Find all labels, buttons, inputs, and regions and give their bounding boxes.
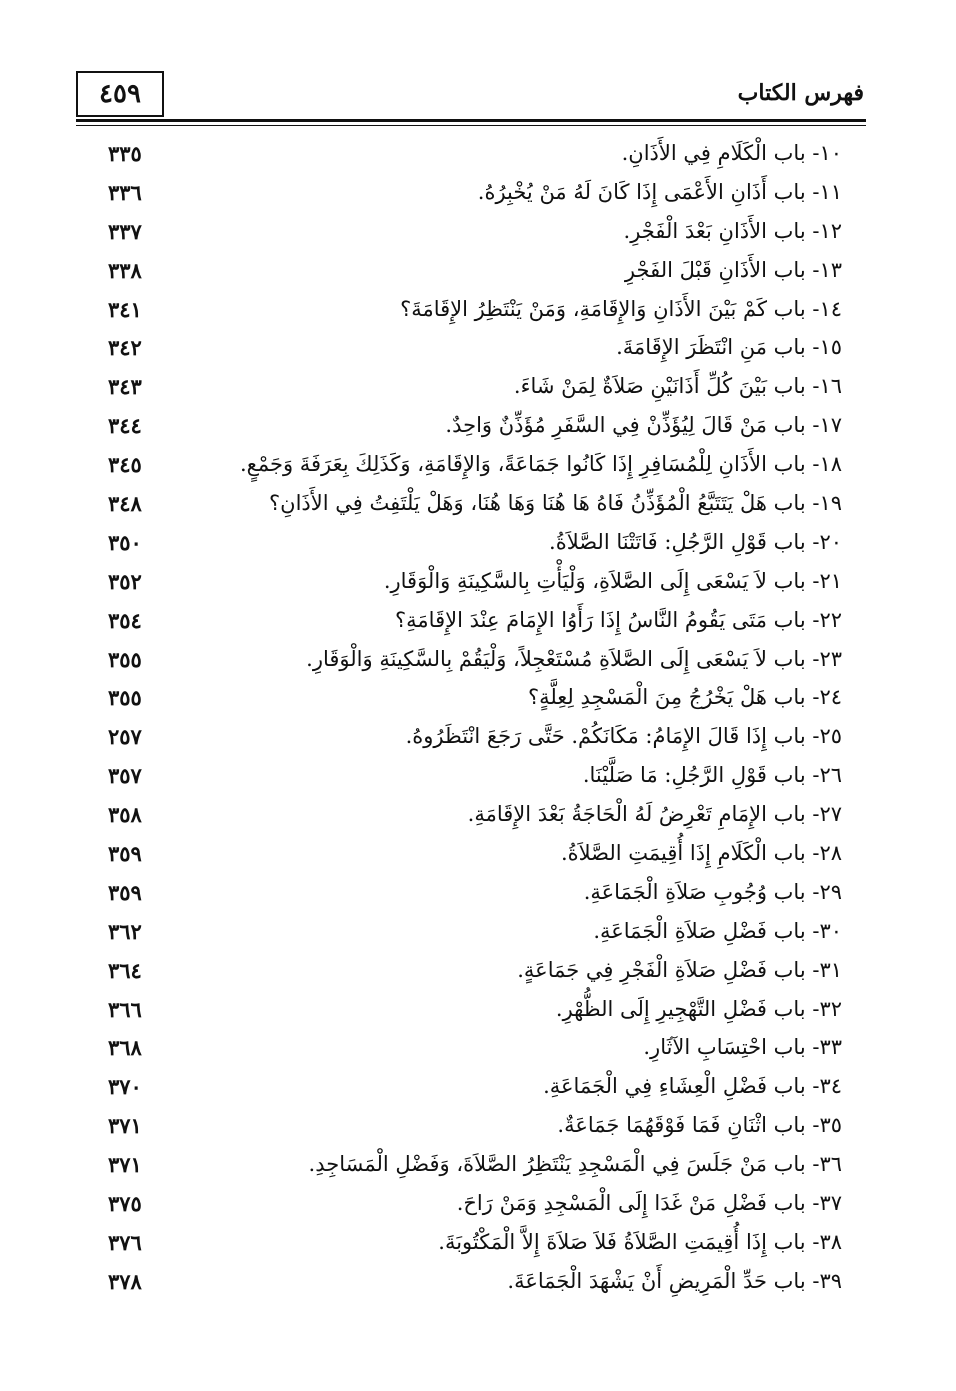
toc-entry-page: ٣٥٤ bbox=[108, 607, 142, 633]
toc-entry-page: ٣٥٩ bbox=[108, 879, 142, 905]
toc-entry-title: ١٩- باب هَلْ يَتَتَبَّعُ الْمُؤَذِّنُ فَاهُ هَا هُنَا وَهَا هُنَا، وَهَلْ يَلْتَفِتُ فِي الأَذَانِ؟ bbox=[269, 491, 842, 516]
page-header bbox=[76, 68, 866, 124]
toc-entry-title: ٣٧- باب فَضْلِ مَنْ غَدَا إِلَى الْمَسْجِدِ وَمَنْ رَاحَ. bbox=[456, 1191, 842, 1216]
toc-entry-title: ٣٩- باب حَدِّ الْمَرِيضِ أَنْ يَشْهَدَ الْجَمَاعَةَ. bbox=[507, 1268, 842, 1293]
toc-entry bbox=[60, 755, 850, 794]
toc-entry bbox=[60, 600, 850, 639]
toc-entry bbox=[60, 444, 850, 483]
toc-entry-page: ٣٥٩ bbox=[108, 841, 142, 867]
toc-entry bbox=[60, 405, 850, 444]
toc-entry bbox=[60, 1261, 850, 1300]
toc-entry bbox=[60, 133, 850, 172]
toc-entry-title: ٢٨- باب الْكَلَامِ إِذَا أُقِيمَتِ الصَّلاَةُ. bbox=[560, 841, 842, 866]
toc-entry-page: ٣٧٨ bbox=[108, 1268, 142, 1294]
toc-entry-page: ٣٤١ bbox=[108, 296, 142, 322]
toc-entry-title: ٣٥- باب اثْنَانِ فَمَا فَوْقَهُمَا جَمَاعَةٌ. bbox=[557, 1113, 842, 1138]
toc-entry bbox=[60, 172, 850, 211]
toc-entry bbox=[60, 716, 850, 755]
toc-entry-title: ٢٦- باب قَوْلِ الرَّجُلِ: مَا صَلَّيْنَا. bbox=[582, 763, 842, 788]
toc-entry bbox=[60, 211, 850, 250]
toc-entry bbox=[60, 911, 850, 950]
toc-entry-title: ١٧- باب مَنْ قَالَ لِيُؤَذِّنْ فِي السَّفَرِ مُؤَذِّنٌ وَاحِدٌ. bbox=[445, 413, 842, 438]
running-title: فهرس الكتاب bbox=[737, 80, 864, 106]
toc-entry-page: ٣٣٨ bbox=[108, 257, 142, 283]
toc-entry-title: ٢٣- باب لاَ يَسْعَى إِلَى الصَّلاَةِ مُسْتَعْجِلاً، وَلْيَقُمْ بِالسَّكِينَةِ وَالْوَقَارِ. bbox=[306, 646, 842, 671]
toc-entry bbox=[60, 250, 850, 289]
toc-entry bbox=[60, 950, 850, 989]
toc-entry-page: ٣٣٥ bbox=[108, 141, 142, 166]
header-rule-thick bbox=[76, 119, 866, 122]
page-number-box bbox=[76, 71, 164, 117]
toc-entry bbox=[60, 833, 850, 872]
toc-entry bbox=[60, 327, 850, 366]
toc-entry-title: ١٥- باب مَنِ انْتَظَرَ الإِقَامَةَ. bbox=[616, 335, 842, 360]
toc-entry bbox=[60, 561, 850, 600]
toc-entry-page: ٣٣٧ bbox=[108, 218, 142, 244]
toc-entry bbox=[60, 1222, 850, 1261]
toc-entry-page: ٣٤٥ bbox=[108, 452, 142, 478]
toc-entry bbox=[60, 1027, 850, 1066]
toc-entry bbox=[60, 639, 850, 678]
toc-entry-page: ٣٦٤ bbox=[108, 957, 142, 983]
toc-entry-title: ٢٥- باب إِذَا قَالَ الإِمَامُ: مَكَانَكُمْ. حَتَّى رَجَعَ انْتَظَرُوهُ. bbox=[405, 724, 842, 749]
toc-entry-page: ٣٤٤ bbox=[108, 413, 142, 439]
toc-entry-title: ٢٧- باب الإِمَامِ تَعْرِضُ لَهُ الْحَاجَةُ بَعْدَ الإِقَامَةِ. bbox=[467, 802, 842, 827]
toc-entry-title: ١٠- باب الْكَلَامِ فِي الأَذَانِ. bbox=[621, 141, 842, 165]
toc-entry bbox=[60, 989, 850, 1028]
toc-entry-page: ٣٧٥ bbox=[108, 1191, 142, 1217]
toc-entry-page: ٣٧١ bbox=[108, 1113, 142, 1139]
toc-entry-page: ٣٦٢ bbox=[108, 918, 142, 944]
toc-entry-title: ٣٨- باب إِذَا أُقِيمَتِ الصَّلاَةُ فَلاَ صَلاَةَ إِلاَّ الْمَكْتُوبَةَ. bbox=[438, 1229, 842, 1254]
header-rule-thin bbox=[76, 125, 866, 126]
table-of-contents bbox=[60, 133, 850, 1300]
toc-entry bbox=[60, 289, 850, 328]
toc-entry-title: ٣٣- باب احْتِسَابِ الآثَارِ. bbox=[643, 1035, 842, 1060]
toc-entry-title: ٣٠- باب فَضْلِ صَلاَةِ الْجَمَاعَةِ. bbox=[593, 918, 842, 943]
toc-entry-page: ٣٥٥ bbox=[108, 685, 142, 711]
toc-entry-page: ٣٦٦ bbox=[108, 996, 142, 1022]
toc-entry-title: ١٨- باب الأَذَانِ لِلْمُسَافِرِ إِذَا كَانُوا جَمَاعَةً، وَالإِقَامَةِ، وَكَذَلِكَ بِعَرَفَةَ وَجَمْعٍ. bbox=[239, 452, 842, 477]
toc-entry-page: ٣٣٦ bbox=[108, 179, 142, 205]
toc-entry bbox=[60, 522, 850, 561]
page-number: ٤٥٩ bbox=[99, 79, 141, 109]
toc-entry bbox=[60, 1144, 850, 1183]
toc-entry-title: ١٢- باب الأَذَانِ بَعْدَ الْفَجْرِ. bbox=[623, 218, 842, 243]
toc-entry bbox=[60, 366, 850, 405]
toc-entry-page: ٣٥٠ bbox=[108, 529, 142, 555]
toc-entry-title: ٢٩- باب وُجُوبِ صَلاَةِ الْجَمَاعَةِ. bbox=[583, 879, 842, 904]
toc-entry bbox=[60, 794, 850, 833]
toc-entry-title: ٣٢- باب فَضْلِ التَّهْجِيرِ إِلَى الظُّهْرِ. bbox=[555, 996, 842, 1021]
toc-entry-page: ٣٧٦ bbox=[108, 1229, 142, 1255]
toc-entry-page: ٣٧٠ bbox=[108, 1074, 142, 1100]
toc-entry-title: ٢٢- باب مَتَى يَقُومُ النَّاسُ إِذَا رَأَوُا الإِمَامَ عِنْدَ الإِقَامَةِ؟ bbox=[395, 607, 842, 632]
toc-entry-page: ٣٧١ bbox=[108, 1152, 142, 1178]
toc-entry-title: ١١- باب أَذَانِ الأَعْمَى إِذَا كَانَ لَهُ مَنْ يُخْبِرُهُ. bbox=[477, 179, 842, 204]
toc-entry-page: ٣٦٨ bbox=[108, 1035, 142, 1061]
toc-entry bbox=[60, 1066, 850, 1105]
toc-entry-title: ٢١- باب لاَ يَسْعَى إِلَى الصَّلاَةِ، وَلْيَأْتِ بِالسَّكِينَةِ وَالْوَقَارِ. bbox=[383, 568, 842, 593]
toc-entry-title: ٢٤- باب هَلْ يَخْرُجُ مِنَ الْمَسْجِدِ لِعِلَّةٍ؟ bbox=[527, 685, 842, 710]
toc-entry-page: ٣٥٨ bbox=[108, 802, 142, 828]
toc-entry-page: ٢٥٧ bbox=[108, 724, 142, 750]
toc-entry bbox=[60, 872, 850, 911]
toc-entry-title: ١٦- باب بَيْنَ كُلِّ أَذَانَيْنِ صَلاَةٌ لِمَنْ شَاءَ. bbox=[513, 374, 842, 399]
toc-entry-page: ٣٤٣ bbox=[108, 374, 142, 400]
toc-entry bbox=[60, 1183, 850, 1222]
toc-entry-title: ٣٤- باب فَضْلِ الْعِشَاءِ فِي الْجَمَاعَةِ. bbox=[543, 1074, 842, 1099]
toc-entry-title: ١٣- باب الأَذَانِ قَبْلَ الفَجْرِ bbox=[624, 257, 842, 282]
toc-entry bbox=[60, 483, 850, 522]
toc-entry-page: ٣٥٢ bbox=[108, 568, 142, 594]
toc-entry bbox=[60, 677, 850, 716]
toc-entry-title: ٣٦- باب مَنْ جَلَسَ فِي الْمَسْجِدِ يَنْتَظِرُ الصَّلاَةَ، وَفَضْلِ الْمَسَاجِدِ. bbox=[308, 1152, 842, 1177]
toc-entry-title: ٢٠- باب قَوْلِ الرَّجُلِ: فَاتَتْنَا الصَّلاَةُ. bbox=[549, 529, 842, 554]
toc-entry bbox=[60, 1105, 850, 1144]
toc-entry-page: ٣٥٧ bbox=[108, 763, 142, 789]
toc-entry-title: ١٤- باب كَمْ بَيْنَ الأَذَانِ وَالإِقَامَةِ، وَمَنْ يَنْتَظِرُ الإِقَامَةَ؟ bbox=[400, 296, 842, 321]
toc-entry-page: ٣٤٢ bbox=[108, 335, 142, 361]
toc-entry-title: ٣١- باب فَضْلِ صَلاَةِ الْفَجْرِ فِي جَمَاعَةٍ. bbox=[517, 957, 842, 982]
toc-entry-page: ٣٤٨ bbox=[108, 491, 142, 517]
toc-entry-page: ٣٥٥ bbox=[108, 646, 142, 672]
